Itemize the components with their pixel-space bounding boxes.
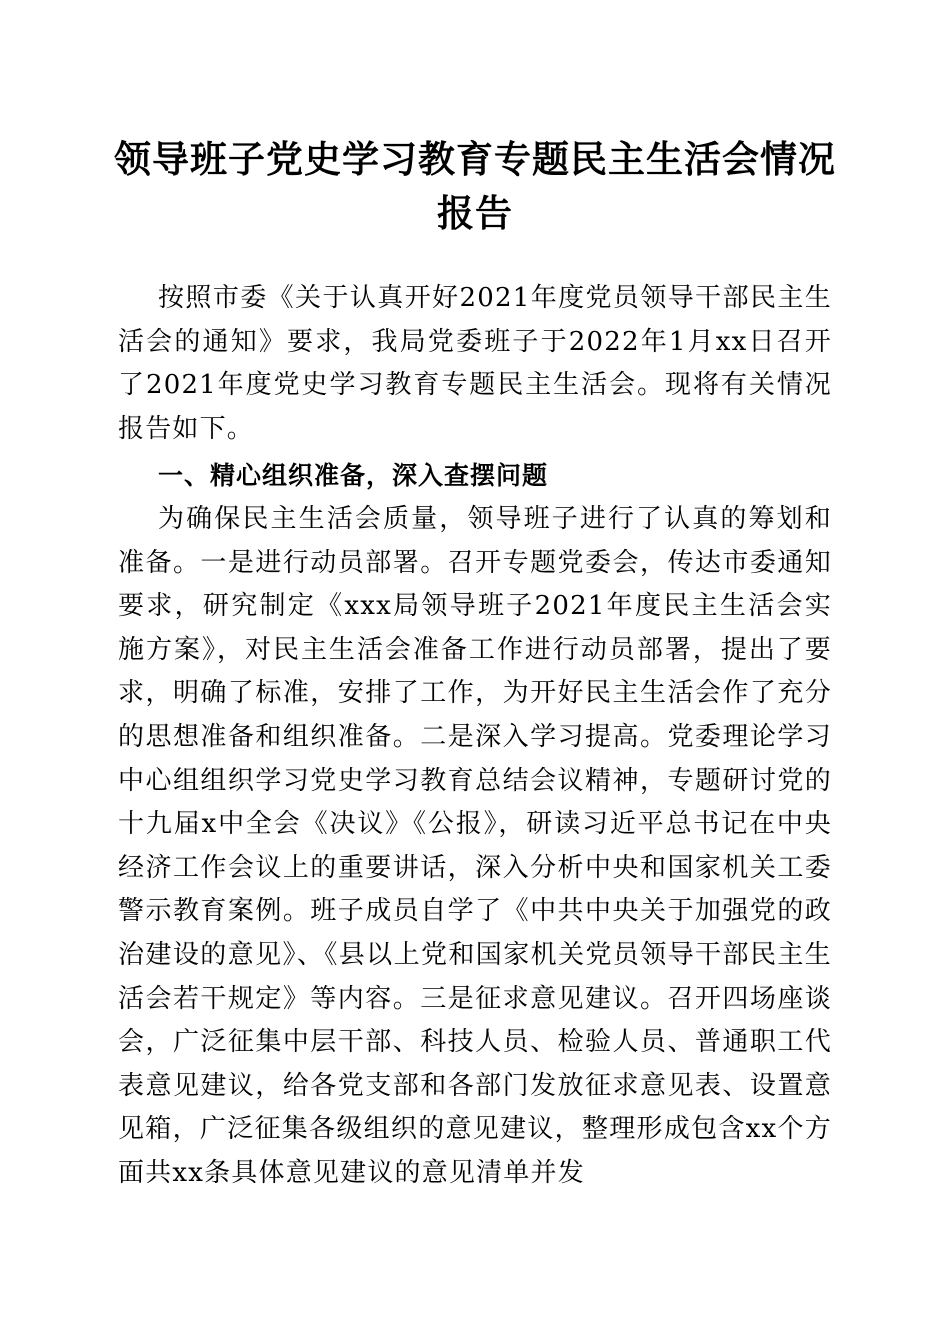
document-title: 领导班子党史学习教育专题民主生活会情况报告 [114,137,836,235]
intro-paragraph: 按照市委《关于认真开好2021年度党员领导干部民主生活会的通知》要求，我局党委班子于2022年1月xx日召开了2021年度党史学习教育专题民主生活会。现将有关情况报告如下。 [118,283,832,444]
section-heading: 一、精心组织准备，深入查摆问题 [158,461,549,490]
section-paragraph: 为确保民主生活会质量，领导班子进行了认真的筹划和准备。一是进行动员部署。召开专题党委会，传达市委通知要求，研究制定《xxx局领导班子2021年度民主生活会实施方案》，对民主生活会准备工作进行动员部署，提出了要求，明确了标准，安排了工作，为开好民主生活会作了充分的思想准备和组织准备。二是深入学习提高。党委理论学习中心组组织学习党史学习教育总结会议精神，专题研讨党的十九届x中全会《决议》《公报》，研读习近平总书记在中央经济工作会议上的重要讲话，深入分析中央和国家机关工委警示教育案例。班子成员自学了《中共中央关于加强党的政治建设的意见》、《县以上党和国家机关党员领导干部民主生活会若干规定》等内容。三是征求意见建议。召开四场座谈会，广泛征集中层干部、科技人员、检验人员、普通职工代表意见建议，给各党支部和各部门发放征求意见表、设置意见箱，广泛征集各级组织的意见建议，整理形成包含xx个方面共xx条具体意见建议的意见清单并发 [118,504,832,1188]
